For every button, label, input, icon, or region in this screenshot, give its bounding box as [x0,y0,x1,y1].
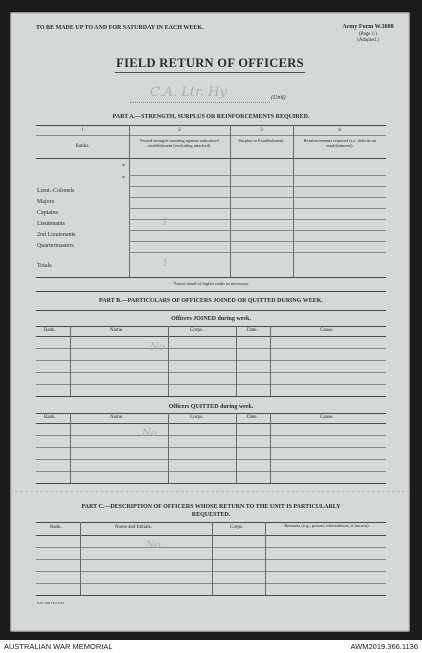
quitted-col-corps: Corps. [190,415,204,420]
quitted-header-top [36,413,386,414]
rank-label: 2nd Lieutenants [37,232,76,238]
handwritten-quitted: No [142,428,157,439]
joined-table-bottom [36,396,386,397]
col-divider [212,522,213,595]
totals-label: Totals [37,263,52,269]
row-rule [36,447,386,448]
col-divider [70,413,71,483]
asterisk-mark: * [122,164,125,170]
col-number-3: 3 [260,128,263,133]
row-rule [36,583,386,584]
joined-col-date: Date. [247,328,258,333]
rank-label: Captains [37,210,58,216]
row-rule [36,384,386,385]
footer-institution: AUSTRALIAN WAR MEMORIAL [4,642,113,651]
part-b-heading: PART B.—PARTICULARS OF OFFICERS JOINED OR QUITTED DURING WEEK. [99,298,323,304]
unit-handwritten: C.A. Ltr. Hy [150,85,227,100]
handwritten-strength: 1 [162,217,169,228]
col-divider [80,522,81,595]
row-rule [129,252,386,253]
part-b-top-rule [36,310,386,311]
joined-header-bottom [36,336,386,337]
col-divider [129,125,130,277]
row-rule [36,471,386,472]
row-rule [36,435,386,436]
col-divider [270,413,271,483]
col-number-rule [36,135,386,136]
page-title: FIELD RETURN OF OFFICERS [116,56,304,70]
part-a-heading: PART A.—STRENGTH, SURPLUS OR REINFORCEMENTS REQUIRED. [112,114,310,120]
col-divider [230,125,231,277]
handwritten-joined: No [150,342,165,353]
part-c-col-corps: Corps. [230,525,244,530]
instruction-text: TO BE MADE UP TO AND FOR SATURDAY IN EACH WEEK. [36,25,204,31]
quitted-title: Officers QUITTED during week. [168,404,254,410]
archive-footer [0,640,422,653]
row-rule [36,372,386,373]
part-c-header-bottom [36,535,386,536]
footer-accession-number: AWM2019.366.1136 [350,642,418,651]
part-c-col-rank: Rank. [50,525,62,530]
print-code: S.W. 398 15/2 5/22 [37,601,64,605]
col-header-reinforcements: Reinforcements required (i.e. deficits on establishment). [303,138,377,148]
document-page [10,12,410,632]
asterisk-mark: * [122,176,125,182]
joined-col-corps: Corps. [190,328,204,333]
title-underline [115,72,305,73]
row-rule [129,241,386,242]
paper-fold [10,491,410,492]
row-rule [36,571,386,572]
row-rule [36,547,386,548]
part-a-bottom-border [36,277,386,278]
col-header-ranks: Ranks. [75,144,90,149]
rank-label: Majors [37,199,54,205]
rank-label: Quartermasters [37,243,74,249]
rank-label: Lieut.-Colonels [37,188,75,194]
joined-title: Officers JOINED during week. [171,316,251,322]
joined-col-name: Name. [110,328,124,333]
col-divider [236,326,237,396]
part-a-top-border [36,125,386,126]
row-rule [129,186,386,187]
quitted-col-name: Name. [110,415,124,420]
form-adapted: (Adapted.) [357,38,379,43]
quitted-col-date: Date. [247,415,258,420]
row-rule [129,230,386,231]
col-divider [293,125,294,277]
col-divider [236,413,237,483]
unit-label: (Unit) [271,95,286,101]
quitted-col-rank: Rank. [44,415,56,420]
joined-col-cause: Cause. [320,328,334,333]
part-c-heading-line2: REQUESTED. [191,512,231,518]
col-number-4: 4 [338,128,341,133]
part-c-col-remarks: Remarks (e.g., present whereabouts, if known). [284,523,370,528]
row-rule [129,197,386,198]
handwritten-total: 1 [162,258,169,269]
row-rule [36,559,386,560]
part-c-col-name: Name and Initials. [115,525,152,530]
row-rule [36,348,386,349]
col-divider [168,326,169,396]
form-page: (Page 1.) [358,32,378,37]
joined-col-rank: Rank. [44,328,56,333]
col-number-1: 1 [81,128,84,133]
col-header-posted: Posted strength counting against authorized establishment (excluding attached). [140,138,219,148]
col-divider [270,326,271,396]
col-divider [265,522,266,595]
header-bottom-rule [36,158,386,159]
col-divider [168,413,169,483]
quitted-header-bottom [36,423,386,424]
rank-label: Lieutenants [37,221,65,227]
col-number-2: 2 [178,128,181,133]
row-rule [36,459,386,460]
quitted-col-cause: Cause. [320,415,334,420]
part-c-heading-line1: PART C.—DESCRIPTION OF OFFICERS WHOSE RETURN TO THE UNIT IS PARTICULARLY [81,504,341,510]
part-c-table-bottom [36,595,386,596]
row-rule [36,360,386,361]
part-a-footnote: *Insert detail of higher ranks as necessary. [172,281,250,286]
row-rule [129,208,386,209]
col-header-surplus: Surplus to Establishment. [238,138,285,143]
col-divider [70,326,71,396]
form-number: Army Form W.3008 [342,24,394,30]
unit-line [130,102,270,103]
row-rule [129,175,386,176]
handwritten-part-c: No [146,540,161,551]
part-a-end-rule [36,291,386,292]
joined-header-top [36,326,386,327]
quitted-table-bottom [36,483,386,484]
